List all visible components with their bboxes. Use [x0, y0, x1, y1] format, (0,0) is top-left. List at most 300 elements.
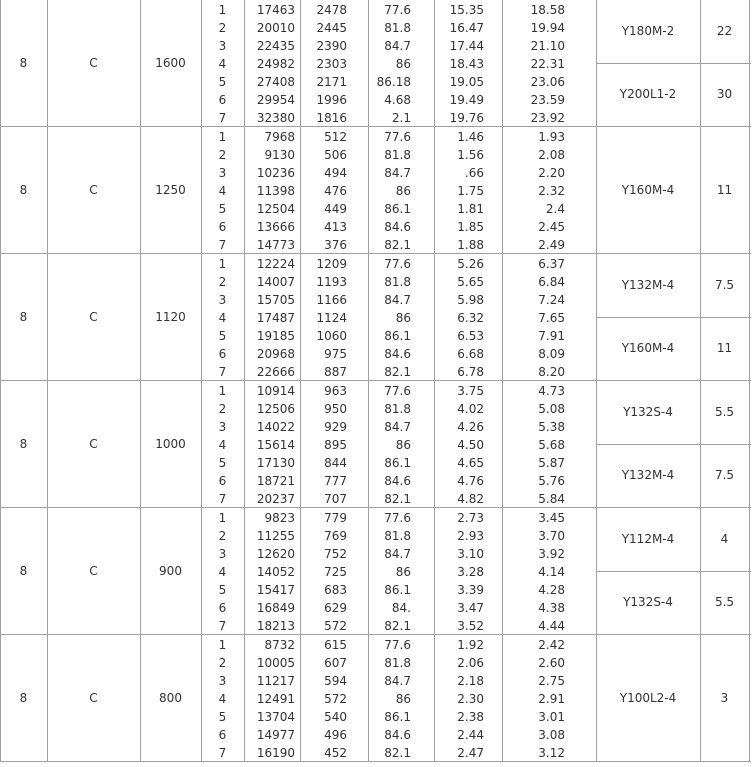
table-cell: 452: [324, 746, 347, 760]
operating-point-number: 4: [218, 184, 227, 198]
table-cell: 82.1: [384, 619, 411, 633]
table-cell: 84.6: [384, 220, 411, 234]
column-divider: [0, 0, 1, 762]
table-cell: 3.75: [457, 384, 484, 398]
table-cell: 19185: [256, 329, 295, 343]
drive-type-cell: C: [89, 436, 98, 451]
table-cell: 6.53: [457, 329, 484, 343]
table-cell: 449: [324, 202, 347, 216]
table-cell: 81.8: [384, 656, 411, 670]
table-cell: 11217: [256, 674, 295, 688]
table-cell: 10914: [256, 384, 295, 398]
table-cell: 8732: [264, 638, 295, 652]
table-cell: 15417: [256, 583, 295, 597]
table-cell: 5.65: [457, 275, 484, 289]
table-cell: 5.38: [538, 420, 565, 434]
operating-point-number: 4: [218, 311, 227, 325]
table-cell: 14052: [256, 565, 295, 579]
table-cell: 16.47: [449, 21, 484, 35]
pole-count-cell: 8: [19, 309, 28, 324]
table-cell: 1816: [316, 111, 347, 125]
table-cell: 2.4: [545, 202, 565, 216]
operating-point-number: 3: [218, 547, 227, 561]
table-cell: 2.91: [538, 692, 565, 706]
column-divider: [749, 0, 750, 762]
motor-power-cell: 11: [716, 182, 733, 197]
table-cell: 16849: [256, 601, 295, 615]
table-cell: 4.38: [538, 601, 565, 615]
table-cell: 84.6: [384, 728, 411, 742]
table-cell: 572: [324, 692, 347, 706]
table-cell: 86: [395, 692, 411, 706]
table-cell: 4.14: [538, 565, 565, 579]
table-cell: 3.92: [538, 547, 565, 561]
operating-point-number: 3: [218, 39, 227, 53]
operating-point-number: 5: [218, 456, 227, 470]
table-cell: 81.8: [384, 275, 411, 289]
table-cell: 4.26: [457, 420, 484, 434]
pole-count-cell: 8: [19, 55, 28, 70]
table-cell: 506: [324, 148, 347, 162]
pole-count-cell: 8: [19, 690, 28, 705]
table-cell: 17463: [256, 3, 295, 17]
table-cell: 17487: [256, 311, 295, 325]
operating-point-number: 3: [218, 293, 227, 307]
table-cell: 683: [324, 583, 347, 597]
table-cell: 84.7: [384, 39, 411, 53]
table-cell: 752: [324, 547, 347, 561]
operating-point-number: 7: [218, 746, 227, 760]
table-cell: 376: [324, 238, 347, 252]
table-cell: .66: [464, 166, 484, 180]
table-cell: 2.47: [457, 746, 484, 760]
operating-point-number: 5: [218, 202, 227, 216]
table-cell: 607: [324, 656, 347, 670]
operating-point-number: 6: [218, 474, 227, 488]
table-cell: 19.76: [449, 111, 484, 125]
operating-point-number: 1: [218, 511, 227, 525]
operating-point-number: 2: [218, 656, 227, 670]
table-cell: 3.08: [538, 728, 565, 742]
operating-point-number: 5: [218, 583, 227, 597]
operating-point-number: 2: [218, 148, 227, 162]
table-cell: 8.09: [538, 347, 565, 361]
table-cell: 2.45: [538, 220, 565, 234]
operating-point-number: 2: [218, 402, 227, 416]
operating-point-number: 1: [218, 638, 227, 652]
column-divider: [47, 0, 48, 762]
operating-point-number: 7: [218, 492, 227, 506]
impeller-diameter-cell: 900: [159, 563, 182, 578]
table-cell: 6.84: [538, 275, 565, 289]
table-cell: 84.7: [384, 547, 411, 561]
table-cell: 2171: [316, 75, 347, 89]
operating-point-number: 4: [218, 565, 227, 579]
table-cell: 23.59: [530, 93, 565, 107]
table-cell: 86.1: [384, 710, 411, 724]
table-cell: 1193: [316, 275, 347, 289]
table-cell: 14773: [256, 238, 295, 252]
table-cell: 14007: [256, 275, 295, 289]
table-cell: 9823: [264, 511, 295, 525]
table-cell: 86: [395, 184, 411, 198]
table-cell: 86.1: [384, 329, 411, 343]
table-cell: 18213: [256, 619, 295, 633]
table-cell: 17.44: [449, 39, 484, 53]
pole-count-cell: 8: [19, 563, 28, 578]
table-cell: 594: [324, 674, 347, 688]
table-cell: 2.44: [457, 728, 484, 742]
table-cell: 15.35: [449, 3, 484, 17]
table-cell: 84.7: [384, 166, 411, 180]
operating-point-number: 7: [218, 238, 227, 252]
table-cell: 82.1: [384, 365, 411, 379]
table-cell: 86: [395, 565, 411, 579]
table-cell: 929: [324, 420, 347, 434]
operating-point-number: 6: [218, 93, 227, 107]
table-cell: 84.: [391, 601, 411, 615]
motor-power-cell: 7.5: [714, 468, 735, 483]
table-cell: 86.18: [376, 75, 411, 89]
table-cell: 5.08: [538, 402, 565, 416]
column-divider: [300, 0, 301, 762]
table-cell: 4.44: [538, 619, 565, 633]
table-cell: 2.06: [457, 656, 484, 670]
row-divider: [596, 571, 751, 572]
table-cell: 27408: [256, 75, 295, 89]
motor-power-cell: 4: [720, 531, 729, 546]
table-cell: 4.76: [457, 474, 484, 488]
motor-model-cell: Y112M-4: [621, 531, 675, 546]
table-cell: 3.01: [538, 710, 565, 724]
table-cell: 12620: [256, 547, 295, 561]
table-cell: 476: [324, 184, 347, 198]
operating-point-number: 6: [218, 728, 227, 742]
table-cell: 84.7: [384, 420, 411, 434]
operating-point-number: 2: [218, 21, 227, 35]
motor-model-cell: Y160M-4: [621, 341, 675, 356]
table-cell: 5.87: [538, 456, 565, 470]
operating-point-number: 5: [218, 75, 227, 89]
table-cell: 10005: [256, 656, 295, 670]
operating-point-number: 4: [218, 692, 227, 706]
table-cell: 81.8: [384, 529, 411, 543]
table-cell: 707: [324, 492, 347, 506]
table-cell: 5.76: [538, 474, 565, 488]
table-cell: 2478: [316, 3, 347, 17]
table-cell: 2.49: [538, 238, 565, 252]
table-cell: 1.93: [538, 130, 565, 144]
table-cell: 18721: [256, 474, 295, 488]
table-cell: 540: [324, 710, 347, 724]
motor-power-cell: 30: [716, 87, 733, 102]
operating-point-number: 3: [218, 674, 227, 688]
table-cell: 84.7: [384, 674, 411, 688]
motor-power-cell: 22: [716, 23, 733, 38]
table-cell: 1060: [316, 329, 347, 343]
table-cell: 887: [324, 365, 347, 379]
table-cell: 1.46: [457, 130, 484, 144]
table-cell: 1.88: [457, 238, 484, 252]
table-cell: 14022: [256, 420, 295, 434]
table-cell: 512: [324, 130, 347, 144]
table-cell: 1209: [316, 257, 347, 271]
table-cell: 572: [324, 619, 347, 633]
column-divider: [244, 0, 245, 762]
table-cell: 77.6: [384, 3, 411, 17]
table-cell: 29954: [256, 93, 295, 107]
table-cell: 22.31: [530, 57, 565, 71]
table-cell: 18.43: [449, 57, 484, 71]
column-divider: [140, 0, 141, 762]
table-cell: 975: [324, 347, 347, 361]
table-cell: 77.6: [384, 638, 411, 652]
table-cell: 1.75: [457, 184, 484, 198]
table-cell: 6.68: [457, 347, 484, 361]
table-cell: 2.60: [538, 656, 565, 670]
column-divider: [368, 0, 369, 762]
table-cell: 86.1: [384, 202, 411, 216]
table-cell: 14977: [256, 728, 295, 742]
table-cell: 12491: [256, 692, 295, 706]
motor-power-cell: 5.5: [714, 404, 735, 419]
table-cell: 5.26: [457, 257, 484, 271]
motor-model-cell: Y132S-4: [623, 595, 673, 610]
column-divider: [502, 0, 503, 762]
table-cell: 629: [324, 601, 347, 615]
table-cell: 3.47: [457, 601, 484, 615]
table-cell: 4.50: [457, 438, 484, 452]
operating-point-number: 4: [218, 438, 227, 452]
motor-power-cell: 7.5: [714, 277, 735, 292]
table-cell: 86.1: [384, 583, 411, 597]
table-cell: 19.94: [530, 21, 565, 35]
operating-point-number: 6: [218, 220, 227, 234]
table-cell: 82.1: [384, 238, 411, 252]
table-cell: 5.84: [538, 492, 565, 506]
table-cell: 24982: [256, 57, 295, 71]
table-cell: 12506: [256, 402, 295, 416]
operating-point-number: 1: [218, 384, 227, 398]
table-cell: 963: [324, 384, 347, 398]
operating-point-number: 5: [218, 710, 227, 724]
impeller-diameter-cell: 1000: [155, 436, 186, 451]
row-divider: [596, 317, 751, 318]
table-cell: 777: [324, 474, 347, 488]
operating-point-number: 7: [218, 619, 227, 633]
table-cell: 1.81: [457, 202, 484, 216]
table-cell: 4.82: [457, 492, 484, 506]
table-cell: 2.20: [538, 166, 565, 180]
table-cell: 13666: [256, 220, 295, 234]
table-cell: 12504: [256, 202, 295, 216]
table-cell: 769: [324, 529, 347, 543]
table-cell: 6.32: [457, 311, 484, 325]
drive-type-cell: C: [89, 563, 98, 578]
operating-point-number: 1: [218, 257, 227, 271]
table-cell: 19.49: [449, 93, 484, 107]
table-cell: 5.98: [457, 293, 484, 307]
table-cell: 3.70: [538, 529, 565, 543]
table-cell: 494: [324, 166, 347, 180]
table-cell: 12224: [256, 257, 295, 271]
table-cell: 1996: [316, 93, 347, 107]
table-cell: 21.10: [530, 39, 565, 53]
table-cell: 19.05: [449, 75, 484, 89]
motor-model-cell: Y180M-2: [621, 23, 675, 38]
table-cell: 3.10: [457, 547, 484, 561]
table-cell: 86: [395, 438, 411, 452]
table-cell: 23.06: [530, 75, 565, 89]
table-cell: 17130: [256, 456, 295, 470]
table-cell: 895: [324, 438, 347, 452]
table-cell: 2303: [316, 57, 347, 71]
pole-count-cell: 8: [19, 436, 28, 451]
table-cell: 86: [395, 311, 411, 325]
table-cell: 6.37: [538, 257, 565, 271]
table-cell: 77.6: [384, 130, 411, 144]
table-cell: 1.92: [457, 638, 484, 652]
table-cell: 84.7: [384, 293, 411, 307]
table-cell: 1124: [316, 311, 347, 325]
table-cell: 4.28: [538, 583, 565, 597]
table-cell: 2.75: [538, 674, 565, 688]
table-cell: 3.12: [538, 746, 565, 760]
table-cell: 81.8: [384, 21, 411, 35]
motor-model-cell: Y132S-4: [623, 404, 673, 419]
table-cell: 22435: [256, 39, 295, 53]
motor-power-cell: 5.5: [714, 595, 735, 610]
table-cell: 20010: [256, 21, 295, 35]
table-cell: 413: [324, 220, 347, 234]
motor-model-cell: Y132M-4: [621, 277, 675, 292]
table-cell: 496: [324, 728, 347, 742]
table-cell: 77.6: [384, 384, 411, 398]
table-cell: 20237: [256, 492, 295, 506]
motor-model-cell: Y200L1-2: [619, 87, 677, 102]
table-cell: 2.1: [391, 111, 411, 125]
table-cell: 1.85: [457, 220, 484, 234]
table-cell: 4.73: [538, 384, 565, 398]
table-cell: 86.1: [384, 456, 411, 470]
drive-type-cell: C: [89, 690, 98, 705]
operating-point-number: 7: [218, 111, 227, 125]
motor-model-cell: Y160M-4: [621, 182, 675, 197]
table-cell: 3.45: [538, 511, 565, 525]
table-cell: 7.24: [538, 293, 565, 307]
table-cell: 82.1: [384, 746, 411, 760]
column-divider: [434, 0, 435, 762]
table-cell: 3.39: [457, 583, 484, 597]
table-cell: 2.38: [457, 710, 484, 724]
table-cell: 950: [324, 402, 347, 416]
table-cell: 2.73: [457, 511, 484, 525]
motor-model-cell: Y100L2-4: [619, 690, 677, 705]
table-cell: 77.6: [384, 511, 411, 525]
table-cell: 2.30: [457, 692, 484, 706]
pole-count-cell: 8: [19, 182, 28, 197]
table-cell: 10236: [256, 166, 295, 180]
table-cell: 4.68: [384, 93, 411, 107]
table-cell: 2.18: [457, 674, 484, 688]
operating-point-number: 6: [218, 347, 227, 361]
table-cell: 2.32: [538, 184, 565, 198]
table-cell: 8.20: [538, 365, 565, 379]
motor-power-cell: 11: [716, 341, 733, 356]
table-cell: 84.6: [384, 474, 411, 488]
column-divider: [700, 0, 701, 762]
table-cell: 23.92: [530, 111, 565, 125]
table-cell: 3.52: [457, 619, 484, 633]
table-cell: 77.6: [384, 257, 411, 271]
table-cell: 15614: [256, 438, 295, 452]
drive-type-cell: C: [89, 309, 98, 324]
operating-point-number: 5: [218, 329, 227, 343]
table-cell: 82.1: [384, 492, 411, 506]
column-divider: [596, 0, 597, 762]
drive-type-cell: C: [89, 182, 98, 197]
row-divider: [596, 444, 751, 445]
table-cell: 15705: [256, 293, 295, 307]
row-divider: [596, 63, 751, 64]
motor-model-cell: Y132M-4: [621, 468, 675, 483]
operating-point-number: 2: [218, 275, 227, 289]
operating-point-number: 1: [218, 3, 227, 17]
operating-point-number: 4: [218, 57, 227, 71]
table-cell: 5.68: [538, 438, 565, 452]
impeller-diameter-cell: 1250: [155, 182, 186, 197]
table-cell: 32380: [256, 111, 295, 125]
table-cell: 2.08: [538, 148, 565, 162]
table-cell: 7.91: [538, 329, 565, 343]
table-cell: 3.28: [457, 565, 484, 579]
table-cell: 22666: [256, 365, 295, 379]
table-cell: 2.93: [457, 529, 484, 543]
impeller-diameter-cell: 800: [159, 690, 182, 705]
table-cell: 86: [395, 57, 411, 71]
table-cell: 7.65: [538, 311, 565, 325]
motor-power-cell: 3: [720, 690, 729, 705]
table-cell: 84.6: [384, 347, 411, 361]
operating-point-number: 7: [218, 365, 227, 379]
table-cell: 11255: [256, 529, 295, 543]
table-cell: 1166: [316, 293, 347, 307]
table-cell: 1.56: [457, 148, 484, 162]
drive-type-cell: C: [89, 55, 98, 70]
table-cell: 2445: [316, 21, 347, 35]
operating-point-number: 2: [218, 529, 227, 543]
table-cell: 13704: [256, 710, 295, 724]
impeller-diameter-cell: 1120: [155, 309, 186, 324]
table-cell: 4.65: [457, 456, 484, 470]
table-cell: 2390: [316, 39, 347, 53]
operating-point-number: 3: [218, 420, 227, 434]
table-cell: 615: [324, 638, 347, 652]
operating-point-number: 1: [218, 130, 227, 144]
table-cell: 81.8: [384, 148, 411, 162]
table-cell: 779: [324, 511, 347, 525]
impeller-diameter-cell: 1600: [155, 55, 186, 70]
table-cell: 725: [324, 565, 347, 579]
operating-point-number: 3: [218, 166, 227, 180]
table-cell: 16190: [256, 746, 295, 760]
table-cell: 81.8: [384, 402, 411, 416]
table-cell: 4.02: [457, 402, 484, 416]
table-cell: 11398: [256, 184, 295, 198]
table-cell: 18.58: [530, 3, 565, 17]
table-cell: 844: [324, 456, 347, 470]
table-cell: 9130: [264, 148, 295, 162]
